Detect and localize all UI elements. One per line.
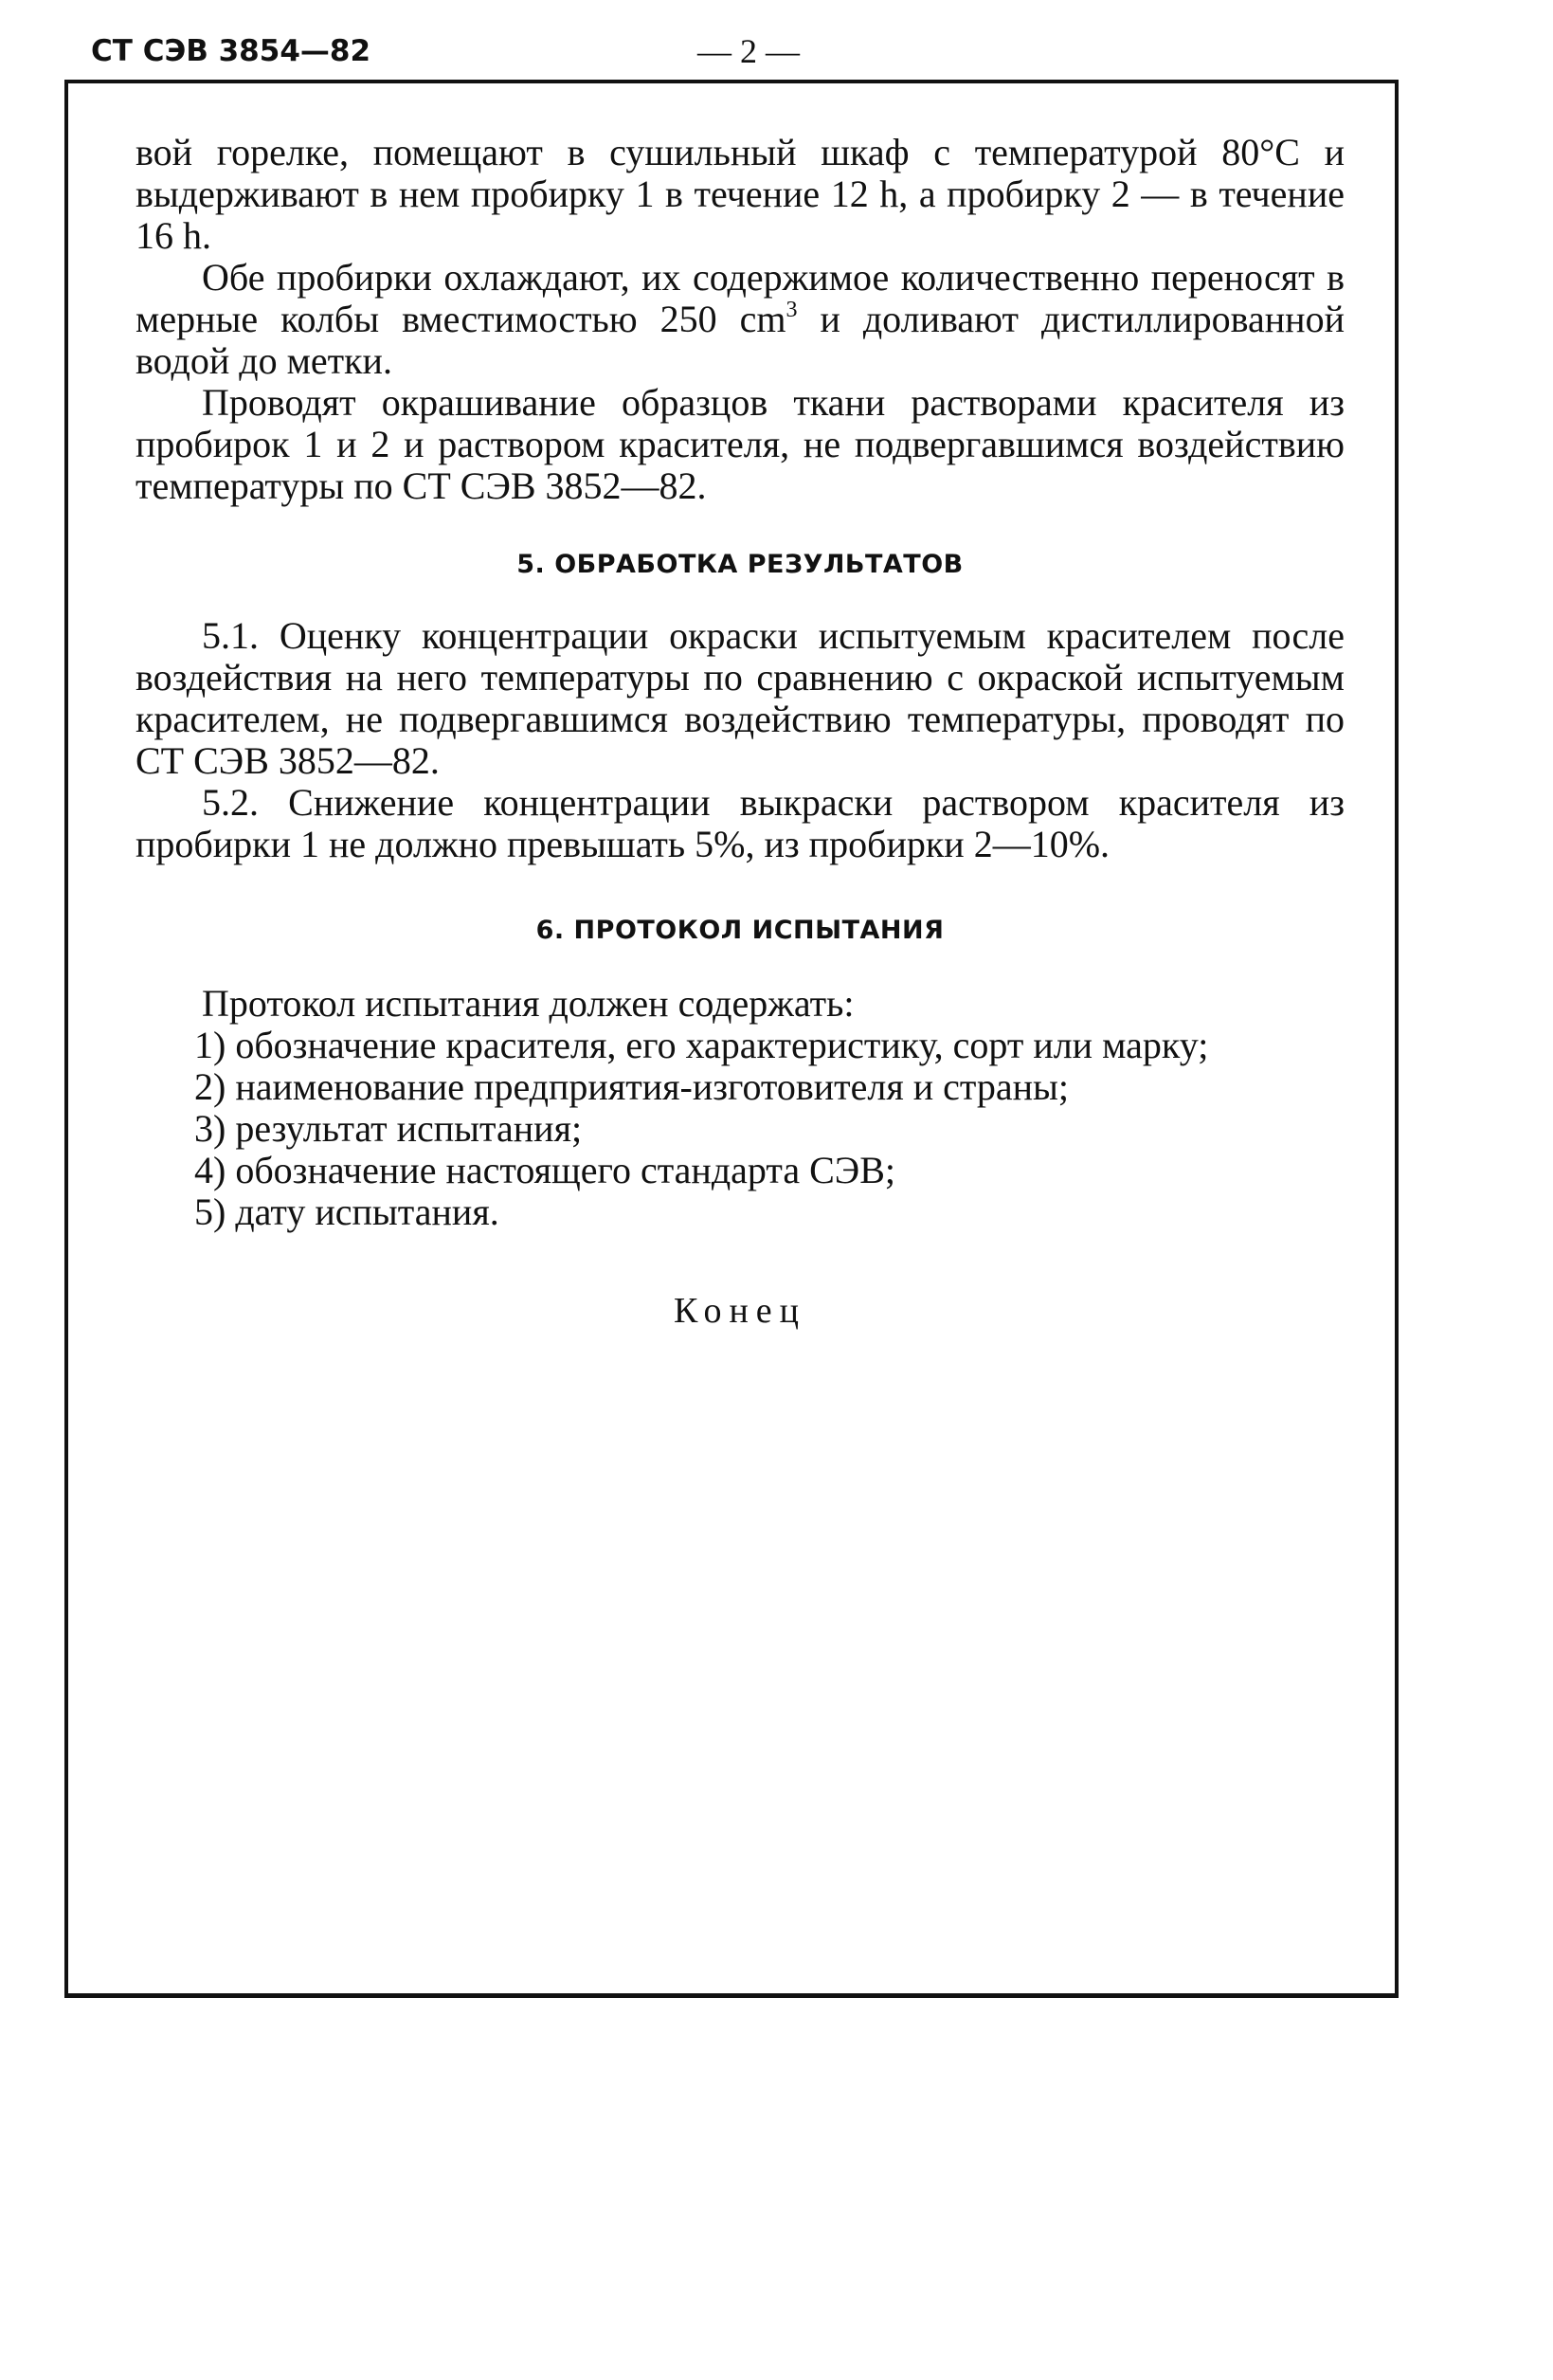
- paragraph-dyeing: Проводят окрашивание образцов ткани растворами красителя из пробирок 1 и 2 и раствором красителя, не подвергавшимся воздействию температуры по СТ СЭВ 3852—82.: [135, 381, 1345, 507]
- paragraph-continuation: вой горелке, помещают в сушильный шкаф с температурой 80°С и выдерживают в нем пробирку 1 в течение 12 h, а пробирку 2 — в течение 16 h.: [135, 131, 1345, 257]
- clause-5-1: 5.1. Оценку концентрации окраски испытуемым красителем после воздействия на него температуры по сравнению с окраской испытуемым красителем, не подвергавшимся воздействию температуры, проводят по СТ СЭВ 3852—82.: [135, 614, 1345, 782]
- page-number: — 2 —: [697, 32, 800, 70]
- section-5-title: 5. ОБРАБОТКА РЕЗУЛЬТАТОВ: [516, 550, 964, 579]
- document-code: СТ СЭВ 3854—82: [91, 34, 371, 68]
- protocol-item: 5) дату испытания.: [194, 1190, 499, 1233]
- protocol-item: 2) наименование предприятия-изготовителя и страны;: [194, 1065, 1070, 1108]
- protocol-intro: Протокол испытания должен содержать:: [202, 982, 855, 1025]
- paragraph-cooling: [135, 257, 1345, 382]
- section-6-title: 6. ПРОТОКОЛ ИСПЫТАНИЯ: [535, 916, 945, 945]
- protocol-item: 1) обозначение красителя, его характеристику, сорт или марку;: [194, 1024, 1209, 1066]
- end-mark: Конец: [674, 1291, 806, 1331]
- protocol-item: 3) результат испытания;: [194, 1107, 583, 1150]
- superscript: 3: [786, 298, 798, 322]
- clause-5-2: 5.2. Снижение концентрации выкраски раствором красителя из пробирки 1 не должно превышать 5%, из пробирки 2—10%.: [135, 781, 1345, 865]
- protocol-item: 4) обозначение настоящего стандарта СЭВ;: [194, 1149, 895, 1191]
- paragraph-cooling-text-2: и доливают дистиллированной водой до метки.: [135, 298, 1345, 382]
- page-body: [135, 132, 1345, 1332]
- paragraph-cooling-text-1: Обе пробирки охлаждают, их содержимое количественно переносят в мерные колбы вместимостью 250 cm: [135, 256, 1345, 340]
